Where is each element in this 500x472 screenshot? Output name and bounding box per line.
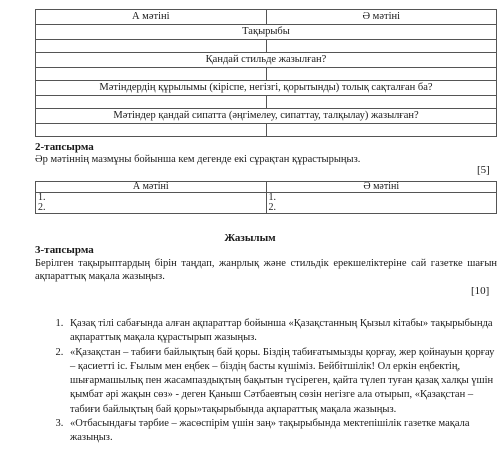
q-col-b-cell: [266, 193, 497, 214]
cell-blank: [36, 68, 267, 81]
q-a-2: 2.: [38, 202, 46, 213]
q-a-1: 1.: [38, 192, 46, 203]
cell-blank: [266, 124, 497, 137]
topic-list: [52, 317, 496, 446]
cell-blank: [266, 96, 497, 109]
q-col-a-header: А мәтіні: [36, 182, 267, 193]
cell-blank: [266, 40, 497, 53]
task2-title: 2-тапсырма: [35, 141, 94, 153]
list-item: 2. «Қазақстан – табиғи байлықтың бай қоры. Біздің табиғатымызды қорғау, жер қойнауын қорғау – қасиетті іс. Ғылым мен еңбек – біздің басты күшіміз. Бейбітшілік! Ол еркін еңбектің, шығармашылық пен жасампаздықтың бақытын түсіреген, қайта түлеп туған қазақ халқы үшін қымбат әрі жақын сөз» - деген Қаныш Сәтбаевтың сөзін негізге ала отырып, «Қазақстан – табиғи байлықтың бай қоры»тақырыбында ақпараттық мақала жазыңыз.: [66, 346, 496, 417]
task2-mark: [5]: [477, 164, 490, 176]
row-style: Қандай стильде жазылған?: [36, 53, 497, 68]
row-topic: Тақырыбы: [36, 25, 497, 40]
row-structure: Мәтіндердің құрылымы (кіріспе, негізгі, қорытынды) толық сақталған ба?: [36, 81, 497, 96]
section-title: Жазылым: [224, 232, 276, 244]
list-item: 1. Қазақ тілі сабағында алған ақпараттар бойынша «Қазақстанның Қызыл кітабы» тақырыбында ақпараттық мақала құрастырып жазыңыз.: [66, 317, 496, 346]
task3-text: Берілген тақырыптардың бірін таңдап, жанрлық және стильдік ерекшеліктеріне сай газетке шағын ақпараттық мақала жазыңыз.: [35, 258, 497, 282]
cell-blank: [36, 124, 267, 137]
q-col-b-header: Ә мәтіні: [266, 182, 497, 193]
q-col-a-cell: [36, 193, 267, 214]
task3-mark: [10]: [471, 285, 490, 297]
comparison-table: [35, 9, 497, 137]
cell-blank: [36, 40, 267, 53]
task3-title: 3-тапсырма: [35, 244, 94, 256]
row-nature: Мәтіндер қандай сипатта (әңгімелеу, сипаттау, талқылау) жазылған?: [36, 109, 497, 124]
questions-table: [35, 181, 497, 214]
col-b-header: Ә мәтіні: [266, 10, 497, 25]
col-a-header: А мәтіні: [36, 10, 267, 25]
q-b-1: 1.: [268, 192, 276, 203]
cell-blank: [266, 68, 497, 81]
cell-blank: [36, 96, 267, 109]
task2-text: Әр мәтіннің мазмұны бойынша кем дегенде екі сұрақтан құрастырыңыз.: [35, 154, 361, 165]
q-b-2: 2.: [268, 202, 276, 213]
list-item: 3. «Отбасындағы тәрбие – жасөспірім үшін заң» тақырыбында мектепішілік газетке мақала жазыңыз.: [66, 417, 496, 446]
